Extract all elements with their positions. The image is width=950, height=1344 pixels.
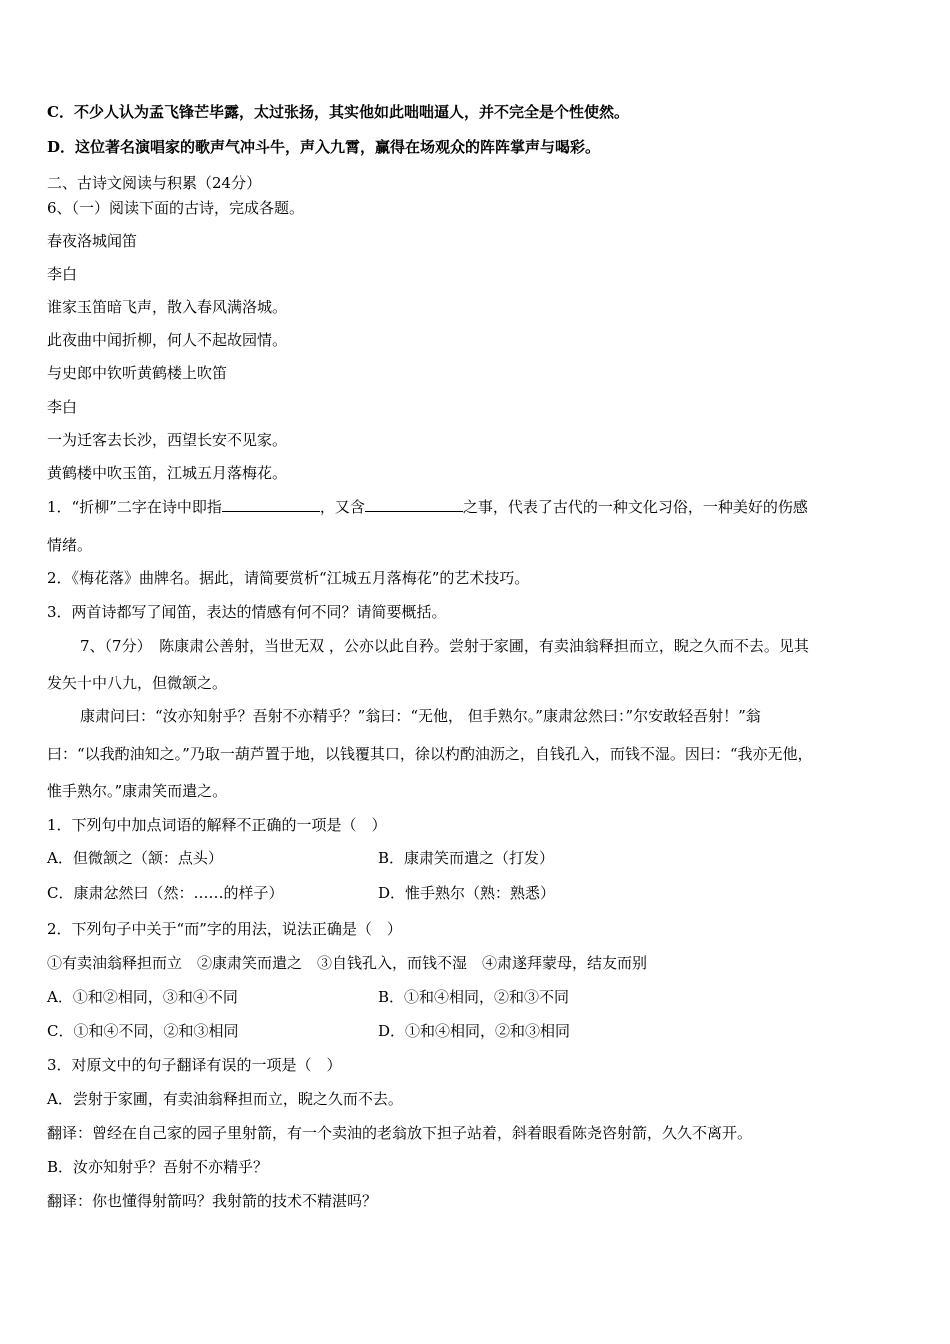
q7-sub2-option-b: B．①和④相同，②和③不同 <box>378 988 570 1006</box>
q7-sub3-option-b: B．汝亦知射乎？吾射不亦精乎？ <box>47 1158 269 1176</box>
q7-sub1-option-a: A．但微颔之（颔：点头） <box>47 849 223 867</box>
poem2-author: 李白 <box>47 398 78 416</box>
q7-sub2-option-c: C．①和④不同，②和③相同 <box>47 1022 239 1040</box>
answer-blank[interactable] <box>365 497 463 512</box>
q5-option-d: D．这位著名演唱家的歌声气冲斗牛，声入九霄，赢得在场观众的阵阵掌声与喝彩。 <box>47 138 601 156</box>
q7-sub1-option-c: C．康肃忿然曰（然：……的样子） <box>47 884 284 902</box>
q7-sub1: 1．下列句中加点词语的解释不正确的一项是（ ） <box>47 816 387 834</box>
q6-sub1-text: 之事，代表了古代的一种文化习俗，一种美好的伤感 <box>462 498 808 516</box>
q7-sub3: 3．对原文中的句子翻译有误的一项是（ ） <box>47 1056 342 1074</box>
q6-sub2: 2．《梅花落》曲牌名。据此，请简要赏析“江城五月落梅花”的艺术技巧。 <box>47 569 530 587</box>
q7-passage: 7、（7分） 陈康肃公善射，当世无双 ，公亦以此自矜。尝射于家圃，有卖油翁释担而立，睨之久而不去。见其 <box>80 637 809 655</box>
poem2-title: 与史郎中钦听黄鹤楼上吹笛 <box>47 364 228 382</box>
section-heading: 二、古诗文阅读与积累（24分） <box>47 174 262 192</box>
q7-sub2: 2．下列句子中关于“而”字的用法，说法正确是（ ） <box>47 920 402 938</box>
q6-sub1-text: ，又含 <box>319 498 365 516</box>
poem1-title: 春夜洛城闻笛 <box>47 232 138 250</box>
poem2-line: 一为迁客去长沙，西望长安不见家。 <box>47 431 288 449</box>
q7-sub2-items: ①有卖油翁释担而立 ②康肃笑而遣之 ③自钱孔入，而钱不湿 ④肃遂拜蒙母，结友而别 <box>47 954 648 972</box>
q7-sub1-option-b: B．康肃笑而遣之（打发） <box>378 849 555 867</box>
q7-sub1-option-d: D．惟手熟尔（熟：熟悉） <box>378 884 556 902</box>
q7-sub2-option-d: D．①和④相同，②和③相同 <box>378 1022 571 1040</box>
poem1-line: 此夜曲中闻折柳，何人不起故园情。 <box>47 331 288 349</box>
q7-sub3-option-a: A．尝射于家圃，有卖油翁释担而立，睨之久而不去。 <box>47 1090 403 1108</box>
q7-passage: 惟手熟尔。”康肃笑而遣之。 <box>47 782 228 800</box>
answer-blank[interactable] <box>222 497 320 512</box>
poem1-line: 谁家玉笛暗飞声，散入春风满洛城。 <box>47 298 288 316</box>
poem1-author: 李白 <box>47 265 78 283</box>
q6-sub3: 3．两首诗都写了闻笛，表达的情感有何不同？请简要概括。 <box>47 603 447 621</box>
q7-sub3-translation-a: 翻译：曾经在自己家的园子里射箭，有一个卖油的老翁放下担子站着，斜着眼看陈尧咨射箭，久久不离开。 <box>47 1124 753 1142</box>
q6-sub1 <box>47 497 808 517</box>
q6-sub1-cont: 情绪。 <box>47 536 93 554</box>
q5-option-c: C．不少人认为孟飞锋芒毕露，太过张扬，其实他如此咄咄逼人，并不完全是个性使然。 <box>47 103 629 121</box>
q6-sub1-text: 1．“折柳”二字在诗中即指 <box>47 498 222 516</box>
poem2-line: 黄鹤楼中吹玉笛，江城五月落梅花。 <box>47 464 288 482</box>
q7-passage: 曰：“以我酌油知之。”乃取一葫芦置于地，以钱覆其口，徐以杓酌油沥之，自钱孔入，而钱不湿。因曰：“我亦无他， <box>47 745 813 763</box>
q7-passage: 康肃问曰：“汝亦知射乎？吾射不亦精乎？”翁曰：“无他， 但手熟尔。”康肃忿然曰：”尔安敢轻吾射！”翁 <box>80 707 761 725</box>
q7-sub3-translation-b: 翻译：你也懂得射箭吗？我射箭的技术不精湛吗？ <box>47 1192 378 1210</box>
q6-intro: 6、（一）阅读下面的古诗，完成各题。 <box>47 199 305 217</box>
q7-sub2-option-a: A．①和②相同，③和④不同 <box>47 988 238 1006</box>
q7-passage: 发矢十中八九，但微颔之。 <box>47 674 228 692</box>
